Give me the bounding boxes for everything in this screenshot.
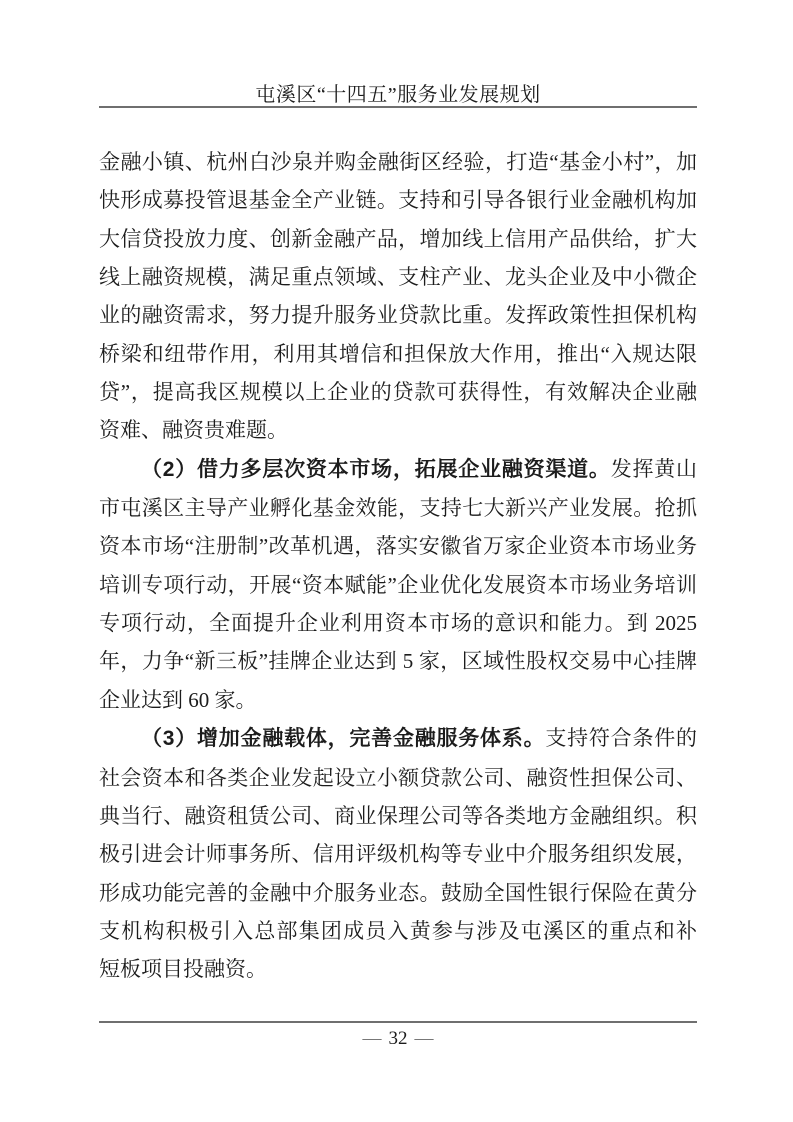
text-line: [99, 681, 697, 719]
text-segment: 业的融资需求，努力提升服务业贷款比重。发挥政策性担保机构: [99, 303, 697, 328]
header-divider: [99, 106, 697, 108]
text-line: [99, 373, 697, 411]
text-segment: 典当行、融资租赁公司、商业保理公司等各类地方金融组织。积: [99, 803, 697, 828]
text-line: [99, 220, 697, 258]
bold-heading-segment: （2）借力多层次资本市场，拓展企业融资渠道。: [141, 457, 611, 481]
text-segment: 培训专项行动，开展“资本赋能”企业优化发展资本市场业务培训: [99, 572, 697, 597]
text-line: [99, 719, 697, 758]
text-segment: 专项行动，全面提升企业利用资本市场的意识和能力。到 2025: [99, 611, 697, 636]
text-line: [99, 296, 697, 334]
text-line: [99, 797, 697, 835]
text-line: [99, 566, 697, 604]
page-number-value: 32: [388, 1028, 408, 1049]
text-segment: 极引进会计师事务所、信用评级机构等专业中介服务组织发展，: [99, 842, 697, 867]
text-line: [99, 604, 697, 642]
text-segment: 市屯溪区主导产业孵化基金效能，支持七大新兴产业发展。抢抓: [99, 496, 697, 521]
footer-divider: [99, 1021, 697, 1023]
text-segment: 桥梁和纽带作用，利用其增信和担保放大作用，推出“入规达限: [99, 341, 697, 366]
paragraph: [99, 143, 697, 450]
text-line: [99, 912, 697, 950]
text-line: [99, 258, 697, 296]
text-segment: 资本市场“注册制”改革机遇，落实安徽省万家企业资本市场业务: [99, 534, 697, 559]
text-segment: 社会资本和各类企业发起设立小额贷款公司、融资性担保公司、: [99, 765, 697, 790]
text-line: [99, 489, 697, 527]
paragraph: [99, 719, 697, 988]
text-line: [99, 642, 697, 680]
text-line: [99, 450, 697, 489]
page-number-dash-left: —: [362, 1028, 382, 1049]
text-segment: 支持符合条件的: [545, 726, 697, 751]
text-segment: 快形成募投管退基金全产业链。支持和引导各银行业金融机构加: [99, 188, 697, 213]
text-line: [99, 759, 697, 797]
text-segment: 年，力争“新三板”挂牌企业达到 5 家，区域性股权交易中心挂牌: [99, 649, 697, 674]
text-segment: 大信贷投放力度、创新金融产品，增加线上信用产品供给，扩大: [99, 226, 697, 251]
text-line: [99, 181, 697, 219]
text-segment: 企业达到 60 家。: [99, 687, 257, 712]
document-body: [99, 143, 697, 989]
text-line: [99, 527, 697, 565]
text-line: [99, 143, 697, 181]
page-number: [99, 1026, 697, 1052]
text-line: [99, 335, 697, 373]
bold-heading-segment: （3）增加金融载体，完善金融服务体系。: [141, 727, 546, 751]
page-number-dash-right: —: [414, 1028, 434, 1049]
text-line: [99, 874, 697, 912]
page-header-title: 屯溪区“十四五”服务业发展规划: [255, 84, 541, 106]
text-line: [99, 950, 697, 988]
text-segment: 形成功能完善的金融中介服务业态。鼓励全国性银行保险在黄分: [99, 880, 697, 905]
paragraph: [99, 450, 697, 719]
text-line: [99, 411, 697, 449]
text-segment: 金融小镇、杭州白沙泉并购金融街区经验，打造“基金小村”，加: [99, 150, 697, 174]
text-segment: 线上融资规模，满足重点领域、支柱产业、龙头企业及中小微企: [99, 265, 697, 290]
text-segment: 贷”，提高我区规模以上企业的贷款可获得性，有效解决企业融: [99, 380, 697, 405]
text-line: [99, 835, 697, 873]
text-segment: 短板项目投融资。: [99, 957, 267, 982]
text-segment: 资难、融资贵难题。: [99, 418, 288, 443]
text-segment: 发挥黄山: [610, 456, 698, 481]
text-segment: 支机构积极引入总部集团成员入黄参与涉及屯溪区的重点和补: [99, 918, 697, 943]
